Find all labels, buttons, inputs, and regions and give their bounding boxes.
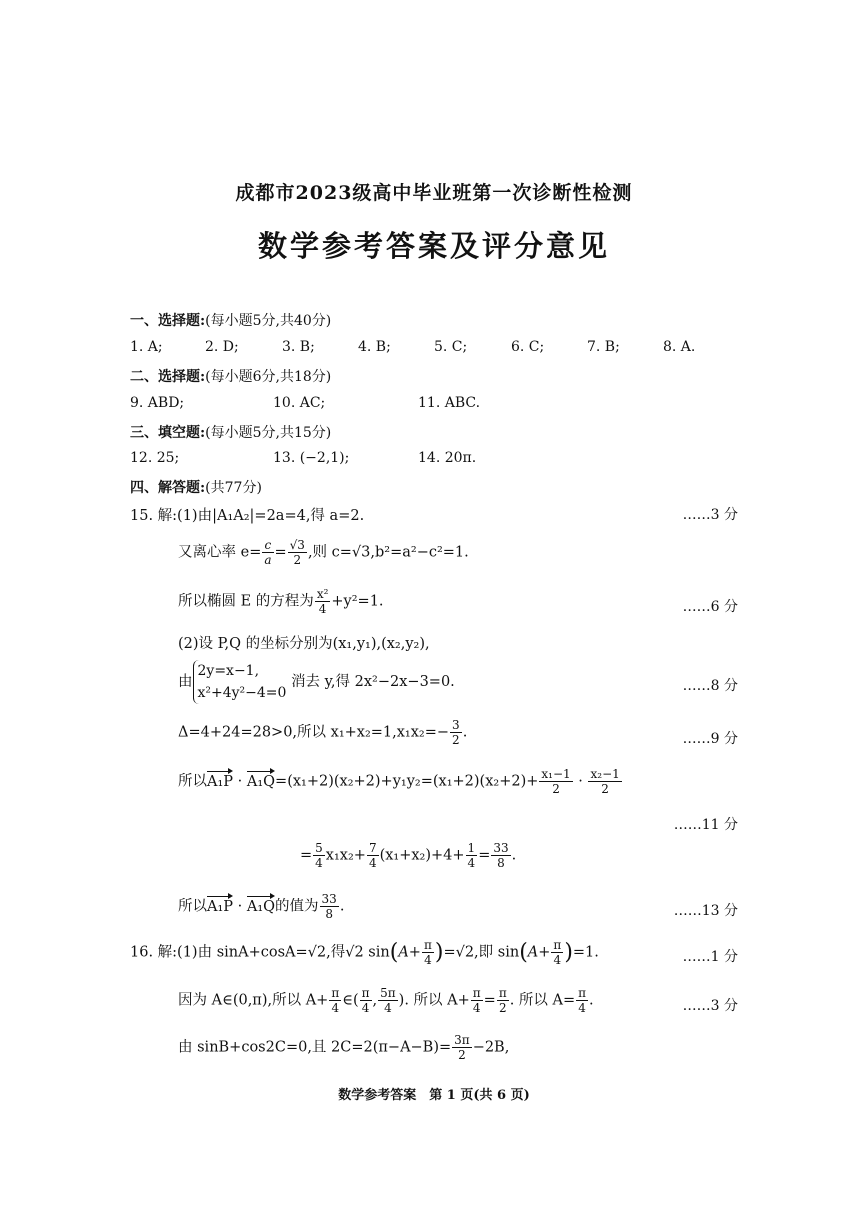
- fraction: $\frac{√3}{2}$: [289, 538, 305, 567]
- answer-4: 4. B;: [358, 339, 391, 355]
- fraction: $\frac{\pi}{4}$: [331, 986, 340, 1015]
- fraction: $\frac{\pi}{4}$: [553, 938, 562, 967]
- score-2: ……6 分: [682, 599, 738, 615]
- page-footer: 数学参考答案 第 1 页(共 6 页): [338, 1088, 530, 1103]
- fraction: $\frac{1}{4}$: [467, 841, 476, 870]
- fraction: $\frac{\pi}{4}$: [361, 986, 370, 1015]
- answer-13: 13. (−2,1);: [273, 450, 350, 466]
- p16-line-2: 因为 A∈(0,π),所以 A+ $\frac{\pi}{4}$ ∈( $\frac{\pi}{4}$ , $\frac{5\pi}{4}$ ). 所以 A+ $\frac{\pi}{4}$ = $\frac{\pi}{2}$ . 所以 A= $\frac{\pi}{4}$ .: [178, 986, 594, 1015]
- score-8: ……3 分: [682, 998, 738, 1014]
- answer-8: 8. A.: [663, 339, 696, 355]
- fraction: $\frac{33}{8}$: [321, 892, 337, 921]
- section-2-heading: 二、选择题:(每小题6分,共18分): [130, 369, 332, 385]
- answer-12: 12. 25;: [130, 450, 180, 466]
- fraction: $\frac{5\pi}{4}$: [380, 986, 396, 1015]
- section-3-heading: 三、填空题:(每小题5分,共15分): [130, 425, 332, 441]
- fraction: $\frac{7}{4}$: [368, 841, 377, 870]
- p16-line-3: 由 sinB+cos2C=0,且 2C=2(π−A−B)= $\frac{3\pi}{2}$ −2B,: [178, 1033, 510, 1062]
- answer-14: 14. 20π.: [418, 450, 477, 466]
- score-6: ……13 分: [673, 903, 738, 919]
- answer-11: 11. ABC.: [418, 395, 481, 411]
- fraction: $\frac{c}{a}$: [264, 538, 272, 567]
- p15-line-9: 所以A₁P · A₁Q的值为 $\frac{33}{8}$ .: [178, 892, 345, 921]
- fraction: $\frac{\pi}{4}$: [578, 986, 587, 1015]
- equation-system: 2y=x−1, x²+4y²−4=0: [193, 660, 287, 704]
- p15-line-5: 由 2y=x−1, x²+4y²−4=0 消去 y,得 2x²−2x−3=0.: [178, 660, 455, 704]
- fraction: $\frac{\pi}{4}$: [472, 986, 481, 1015]
- fraction: $\frac{\text{x²}}{4}$: [316, 587, 329, 616]
- answer-2: 2. D;: [205, 339, 239, 355]
- answer-1: 1. A;: [130, 339, 163, 355]
- answer-9: 9. ABD;: [130, 395, 185, 411]
- p15-line-8: = $\frac{5}{4}$ x₁x₂+ $\frac{7}{4}$ (x₁+x₂)+4+ $\frac{1}{4}$ = $\frac{33}{8}$ .: [300, 841, 517, 870]
- answer-10: 10. AC;: [273, 395, 326, 411]
- section-1-heading: 一、选择题:(每小题5分,共40分): [130, 313, 332, 329]
- document-title: 成都市2023级高中毕业班第一次诊断性检测: [235, 182, 633, 204]
- answer-3: 3. B;: [282, 339, 315, 355]
- answer-7: 7. B;: [587, 339, 620, 355]
- score-1: ……3 分: [682, 507, 738, 523]
- answer-6: 6. C;: [511, 339, 545, 355]
- p15-line-3: 所以椭圆 E 的方程为 $\frac{\text{x²}}{4}$ +y²=1.: [178, 587, 384, 616]
- fraction: $\frac{33}{8}$: [493, 841, 509, 870]
- fraction: $\frac{5}{4}$: [315, 841, 323, 870]
- section-4-heading: 四、解答题:(共77分): [130, 480, 262, 496]
- fraction: $\frac{\text{x₂−1}}{2}$: [590, 767, 620, 796]
- fraction: $\frac{\text{x₁−1}}{2}$: [541, 767, 571, 796]
- score-3: ……8 分: [682, 678, 738, 694]
- fraction: $\frac{\pi}{4}$: [423, 938, 432, 967]
- p15-line-6: Δ=4+24=28>0,所以 x₁+x₂=1,x₁x₂=− $\frac{3}{2}$ .: [178, 718, 468, 747]
- answer-5: 5. C;: [434, 339, 468, 355]
- score-5: ……11 分: [673, 817, 738, 833]
- score-7: ……1 分: [682, 949, 738, 965]
- p16-line-1: 16. 解:(1)由 sinA+cosA=√2,得√2 sin(A+ $\frac{\pi}{4}$ )=√2,即 sin(A+ $\frac{\pi}{4}$ )=1.: [130, 938, 599, 967]
- p15-line-7: 所以A₁P · A₁Q=(x₁+2)(x₂+2)+y₁y₂=(x₁+2)(x₂+2)+ $\frac{\text{x₁−1}}{2}$ · $\frac{\text{x₂−1}}{2}$: [178, 767, 620, 796]
- p15-line-1: 15. 解:(1)由|A₁A₂|=2a=4,得 a=2.: [130, 508, 365, 524]
- fraction: $\frac{3}{2}$: [452, 718, 460, 747]
- fraction: $\frac{\pi}{2}$: [498, 986, 507, 1015]
- score-4: ……9 分: [682, 731, 738, 747]
- document-subtitle: 数学参考答案及评分意见: [257, 229, 610, 263]
- p15-line-4: (2)设 P,Q 的坐标分别为(x₁,y₁),(x₂,y₂),: [178, 636, 430, 652]
- fraction: $\frac{3\pi}{2}$: [454, 1033, 470, 1062]
- p15-line-2: 又离心率 e= $\frac{c}{a}$ = $\frac{√3}{2}$ ,则 c=√3,b²=a²−c²=1.: [178, 538, 469, 567]
